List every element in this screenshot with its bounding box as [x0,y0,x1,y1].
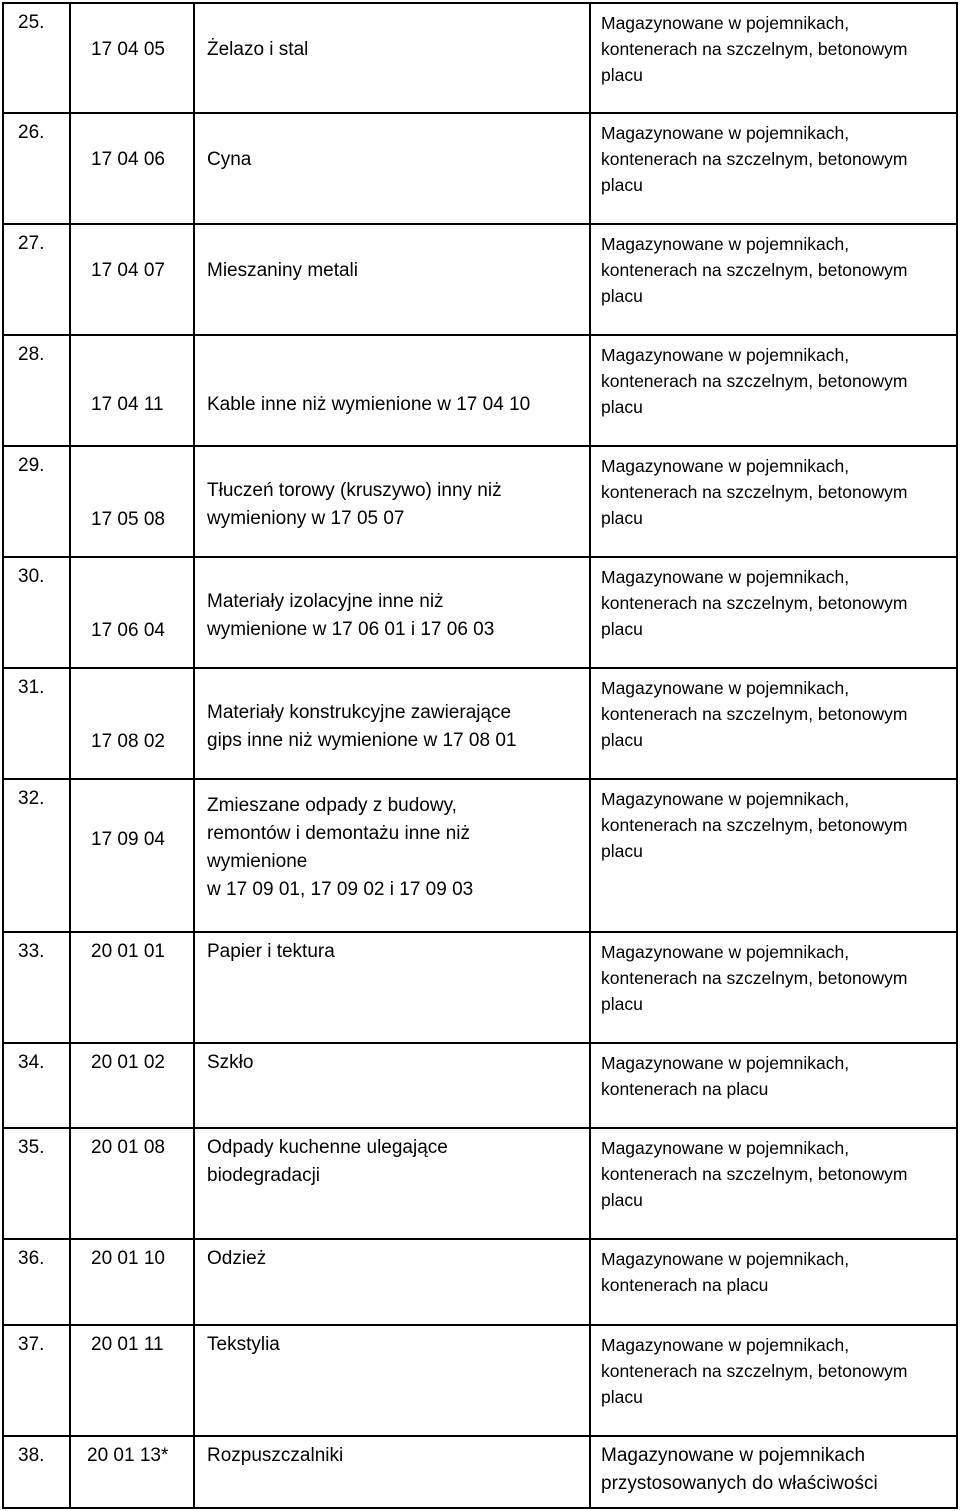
waste-code: 20 01 11 [91,1334,164,1355]
table-row [2,1042,958,1127]
row-number: 29. [18,455,45,476]
table-row [2,1127,958,1238]
cell-number [2,223,71,334]
cell-code [69,112,195,223]
storage-method: Magazynowane w pojemnikach, kontenerach na szczelnym, betonowym placu [601,789,908,861]
cell-number [2,2,71,112]
cell-name [193,2,591,112]
table-row [2,223,958,334]
waste-name: Odpady kuchenne ulegające biodegradacji [207,1137,448,1186]
waste-code: 17 09 04 [91,829,165,850]
waste-name: Papier i tektura [207,941,335,962]
cell-code [69,931,195,1042]
cell-code [69,334,195,445]
waste-name: Tłuczeń torowy (kruszywo) inny niż wymieniony w 17 05 07 [207,480,502,529]
cell-code [69,778,195,931]
cell-number [2,1238,71,1324]
cell-number [2,112,71,223]
cell-name [193,1238,591,1324]
cell-storage [589,2,958,112]
table-row [2,1435,958,1509]
cell-name [193,556,591,667]
cell-number [2,1127,71,1238]
waste-code: 17 05 08 [91,509,165,530]
row-number: 34. [18,1052,45,1073]
waste-name: Szkło [207,1052,254,1073]
row-number: 35. [18,1137,45,1158]
table-row [2,445,958,556]
storage-method: Magazynowane w pojemnikach, kontenerach na szczelnym, betonowym placu [601,678,908,750]
cell-storage [589,1435,958,1509]
cell-number [2,334,71,445]
cell-name [193,334,591,445]
waste-name: Żelazo i stal [207,39,309,60]
row-number: 36. [18,1248,45,1269]
cell-code [69,1435,195,1509]
row-number: 27. [18,233,45,254]
waste-code: 17 04 06 [91,149,165,170]
cell-number [2,1435,71,1509]
waste-code: 17 04 07 [91,260,165,281]
row-number: 25. [18,12,45,33]
waste-code: 17 06 04 [91,620,165,641]
cell-storage [589,1042,958,1127]
cell-name [193,778,591,931]
cell-storage [589,1238,958,1324]
storage-method: Magazynowane w pojemnikach, kontenerach na szczelnym, betonowym placu [601,234,908,306]
waste-code: 20 01 10 [91,1248,165,1269]
cell-name [193,667,591,778]
cell-storage [589,1324,958,1435]
waste-code: 17 04 05 [91,39,165,60]
table-row [2,1238,958,1324]
storage-method: Magazynowane w pojemnikach, kontenerach na szczelnym, betonowym placu [601,345,908,417]
waste-name: Materiały izolacyjne inne niż wymienione w 17 06 01 i 17 06 03 [207,591,495,640]
waste-name: Mieszaniny metali [207,260,358,281]
waste-name: Zmieszane odpady z budowy, remontów i demontażu inne niż wymienione w 17 09 01, 17 09 02 i 17 09 03 [207,795,474,900]
row-number: 37. [18,1334,45,1355]
cell-code [69,1324,195,1435]
row-number: 32. [18,788,45,809]
row-number: 31. [18,677,45,698]
table-row [2,931,958,1042]
cell-name [193,1127,591,1238]
row-number: 30. [18,566,45,587]
storage-method: Magazynowane w pojemnikach, kontenerach na szczelnym, betonowym placu [601,942,908,1014]
storage-method: Magazynowane w pojemnikach, kontenerach na szczelnym, betonowym placu [601,1335,908,1407]
cell-storage [589,334,958,445]
cell-number [2,778,71,931]
cell-code [69,223,195,334]
cell-storage [589,445,958,556]
row-number: 33. [18,941,45,962]
table-row [2,112,958,223]
cell-name [193,931,591,1042]
waste-code: 17 08 02 [91,731,165,752]
table-row [2,556,958,667]
table-row [2,1324,958,1435]
cell-name [193,112,591,223]
cell-number [2,931,71,1042]
waste-code: 17 04 11 [91,394,164,415]
waste-name: Kable inne niż wymienione w 17 04 10 [207,394,531,415]
storage-method: Magazynowane w pojemnikach przystosowanych do właściwości [601,1445,878,1494]
cell-storage [589,931,958,1042]
table-row [2,2,958,112]
row-number: 26. [18,122,45,143]
cell-number [2,1042,71,1127]
waste-code: 20 01 13* [87,1445,169,1466]
cell-number [2,1324,71,1435]
cell-code [69,1042,195,1127]
cell-storage [589,667,958,778]
waste-name: Odzież [207,1248,267,1269]
storage-method: Magazynowane w pojemnikach, kontenerach na szczelnym, betonowym placu [601,123,908,195]
cell-name [193,445,591,556]
waste-name: Cyna [207,149,252,170]
waste-code: 20 01 01 [91,941,165,962]
storage-method: Magazynowane w pojemnikach, kontenerach na szczelnym, betonowym placu [601,13,908,85]
cell-code [69,1127,195,1238]
waste-name: Materiały konstrukcyjne zawierające gips inne niż wymienione w 17 08 01 [207,702,517,751]
waste-code: 20 01 02 [91,1052,165,1073]
storage-method: Magazynowane w pojemnikach, kontenerach na placu [601,1053,850,1099]
cell-storage [589,223,958,334]
storage-method: Magazynowane w pojemnikach, kontenerach na placu [601,1249,850,1295]
waste-table [2,2,958,1509]
waste-name: Tekstylia [207,1334,280,1355]
cell-name [193,1324,591,1435]
cell-storage [589,556,958,667]
waste-name: Rozpuszczalniki [207,1445,344,1466]
table-row [2,778,958,931]
cell-number [2,556,71,667]
storage-method: Magazynowane w pojemnikach, kontenerach na szczelnym, betonowym placu [601,1138,908,1210]
storage-method: Magazynowane w pojemnikach, kontenerach na szczelnym, betonowym placu [601,567,908,639]
table-row [2,667,958,778]
table-row [2,334,958,445]
cell-number [2,667,71,778]
cell-storage [589,1127,958,1238]
cell-code [69,1238,195,1324]
cell-number [2,445,71,556]
cell-name [193,1435,591,1509]
row-number: 38. [18,1445,45,1466]
cell-code [69,556,195,667]
cell-code [69,2,195,112]
cell-storage [589,112,958,223]
cell-storage [589,778,958,931]
cell-code [69,667,195,778]
row-number: 28. [18,344,45,365]
storage-method: Magazynowane w pojemnikach, kontenerach na szczelnym, betonowym placu [601,456,908,528]
cell-name [193,223,591,334]
cell-code [69,445,195,556]
cell-name [193,1042,591,1127]
waste-code: 20 01 08 [91,1137,165,1158]
